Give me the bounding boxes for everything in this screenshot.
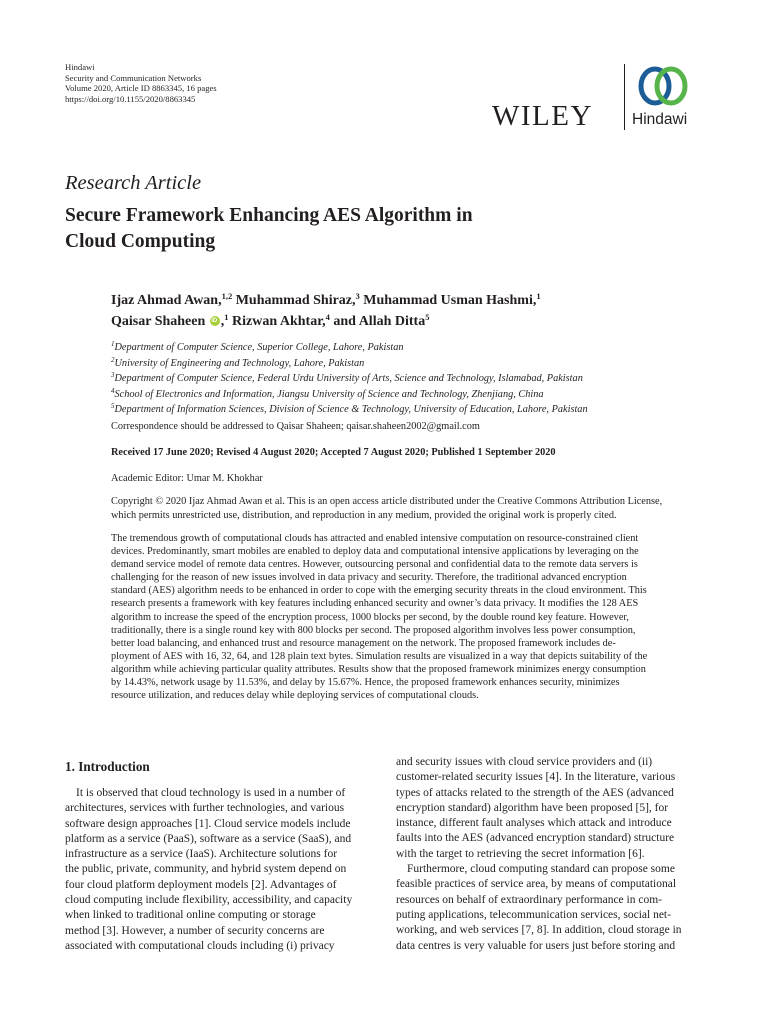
intro-left-column (65, 786, 375, 954)
author-name: Rizwan Akhtar, (228, 314, 326, 329)
intro-right-column (396, 755, 706, 954)
affiliation-number: 4 (111, 386, 115, 395)
author-affiliation-ref: 1 (536, 291, 541, 301)
abstract-line: challenging for the reason of new issues involved in data privacy and security. Therefore, the traditional advanced encryption (111, 572, 627, 584)
hindawi-logo-icon (636, 64, 690, 108)
affiliation-text: Department of Computer Science, Federal Urdu University of Arts, Science and Technology, Islamabad, Pakistan (114, 373, 583, 385)
intro-line: cloud computing include flexibility, accessibility, and capacity (65, 894, 353, 907)
author-name: Qaisar Shaheen (111, 314, 206, 329)
intro-line: data centres is very valuable for users just before storing and (396, 939, 676, 952)
abstract-line: standard (AES) algorithm needs to be enhanced in order to cope with the emerging security threats in the cloud environment. This (111, 585, 647, 597)
author-line (111, 290, 731, 311)
abstract-line: resource utilization, and reduces delay while deploying services of computational clouds. (111, 690, 479, 702)
intro-line: software design approaches [1]. Cloud service models include (65, 817, 351, 830)
affiliation-item (111, 387, 588, 403)
affiliation-text: Department of Information Sciences, Division of Science & Technology, University of Education, Lahore, Pakistan (114, 404, 588, 416)
intro-line: with the target to retrieving the secret information [6]. (396, 847, 645, 860)
paper-title (65, 203, 705, 255)
journal-name: Security and Communication Networks (65, 72, 202, 83)
abstract (111, 532, 706, 702)
title-line: Cloud Computing (65, 231, 216, 252)
author-affiliation-ref: 5 (425, 312, 430, 322)
abstract-line: better load balancing, and enhanced trust and resource management on the network. The proposed framework includes de- (111, 637, 616, 649)
orcid-icon[interactable] (210, 316, 220, 326)
copyright-notice (111, 495, 706, 522)
intro-line: puting applications, telecommunication services, social net- (396, 908, 671, 921)
author-name: Muhammad Shiraz, (232, 293, 356, 308)
correspondence-note: Correspondence should be addressed to Qaisar Shaheen; qaisar.shaheen2002@gmail.com (111, 421, 480, 432)
intro-line: architectures, services with further technologies, and various (65, 802, 345, 815)
intro-line: when linked to traditional online computing or storage (65, 909, 316, 922)
intro-line: infrastructure as a service (IaaS). Architecture solutions for (65, 848, 338, 861)
journal-publisher: Hindawi (65, 62, 95, 72)
affiliation-item (111, 371, 588, 387)
author-affiliation-ref: 1 (224, 312, 229, 322)
abstract-line: devices. Predominantly, smart mobiles are enabled to deploy data and computational intensive applications by leveraging on the (111, 546, 639, 558)
abstract-line: algorithm while achieving particular quality attributes. Results show that the proposed framework minimizes energy consumption (111, 663, 646, 675)
abstract-line: demand service model of remote data centres. However, outsourcing personal and confidential data to the remote data servers is (111, 559, 638, 571)
affiliation-item (111, 340, 588, 356)
affiliation-text: University of Engineering and Technology, Lahore, Pakistan (114, 357, 365, 369)
author-affiliation-ref: 4 (325, 312, 330, 322)
intro-line: working, and web services [7, 8]. In addition, cloud storage in (396, 924, 682, 937)
author-name: Ijaz Ahmad Awan, (111, 293, 222, 308)
intro-line: instance, different fault analyses which attack and introduce (396, 817, 672, 830)
author-comma: , (220, 314, 225, 329)
affiliation-number: 1 (111, 340, 115, 348)
affiliation-item (111, 356, 588, 372)
author-name: Muhammad Usman Hashmi, (359, 293, 537, 308)
author-affiliation-ref: 3 (355, 291, 360, 301)
affiliation-list (111, 340, 588, 418)
academic-editor: Academic Editor: Umar M. Khokhar (111, 473, 263, 484)
intro-line: resources on behalf of extraordinary performance in com- (396, 893, 662, 906)
intro-line: It is observed that cloud technology is used in a number of (76, 787, 346, 799)
intro-line: Furthermore, cloud computing standard can propose some (407, 863, 675, 876)
publication-dates: Received 17 June 2020; Revised 4 August 2020; Accepted 7 August 2020; Published 1 September 2020 (111, 447, 556, 458)
article-type: Research Article (65, 172, 202, 194)
section-heading-introduction: 1. Introduction (65, 759, 150, 774)
title-line: Secure Framework Enhancing AES Algorithm in (65, 205, 473, 226)
intro-line: associated with computational clouds including (i) privacy (65, 939, 335, 952)
author-list (111, 290, 731, 332)
affiliation-number: 5 (111, 402, 115, 411)
intro-line: feasible practices of service area, by means of computational (396, 878, 677, 891)
affiliation-text: School of Electronics and Information, Jiangsu University of Science and Technology, Zhenjiang, China (114, 388, 544, 400)
intro-line: platform as a service (PaaS), software as a service (SaaS), and (65, 832, 352, 845)
intro-line: method [3]. However, a number of security concerns are (65, 924, 325, 937)
hindawi-wordmark: Hindawi (632, 111, 688, 128)
intro-line: types of attacks related to the strength of the AES (advanced (396, 786, 674, 799)
affiliation-number: 2 (111, 355, 115, 364)
abstract-line: traditionally, there is a single round key with 800 blocks per second. The proposed algorithm involves less power consumption, (111, 624, 636, 636)
abstract-line: The tremendous growth of computational clouds has attracted and enabled intensive computation on resource-constrained client (111, 533, 639, 544)
wiley-logo: WILEY (492, 100, 593, 132)
affiliation-item (111, 402, 588, 418)
copyright-line: which permits unrestricted use, distribution, and reproduction in any medium, provided the original work is properly cited. (111, 509, 617, 521)
intro-line: encryption standard) algorithm have been proposed [5], for (396, 801, 669, 814)
abstract-line: research presents a framework with key features including enhanced security and owner’s data privacy. It modifies the 128 AES (111, 598, 639, 610)
intro-line: four cloud platform deployment models [2]. Advantages of (65, 878, 337, 891)
abstract-line: ployment of AES with 16, 32, 64, and 128 plain text bytes. Simulation results are visualized in a way that depicts suitability of the (111, 650, 648, 662)
affiliation-text: Department of Computer Science, Superior College, Lahore, Pakistan (114, 342, 404, 353)
journal-meta (65, 62, 217, 104)
intro-line: the public, private, community, and hybrid system depend on (65, 863, 347, 876)
author-name: and Allah Ditta (329, 314, 426, 329)
journal-volume: Volume 2020, Article ID 8863345, 16 pages (65, 83, 217, 94)
logo-divider (624, 64, 625, 130)
abstract-line: by 14.43%, network usage by 11.53%, and delay by 15.67%. Hence, the proposed framework enhances security, minimizes (111, 677, 620, 689)
intro-line: faults into the AES (advanced encryption standard) structure (396, 832, 675, 845)
author-affiliation-ref: 1,2 (221, 291, 233, 301)
affiliation-number: 3 (111, 371, 115, 380)
intro-line: and security issues with cloud service providers and (ii) (396, 756, 653, 768)
author-line (111, 311, 731, 332)
intro-line: customer-related security issues [4]. In the literature, various (396, 771, 676, 784)
abstract-line: algorithm to increase the speed of the encryption process, 1000 blocks per second, by the double round key feature. However, (111, 611, 629, 623)
copyright-line: Copyright © 2020 Ijaz Ahmad Awan et al. This is an open access article distributed under the Creative Commons Attribution License, (111, 496, 663, 507)
journal-doi-link[interactable]: https://doi.org/10.1155/2020/8863345 (65, 93, 196, 104)
